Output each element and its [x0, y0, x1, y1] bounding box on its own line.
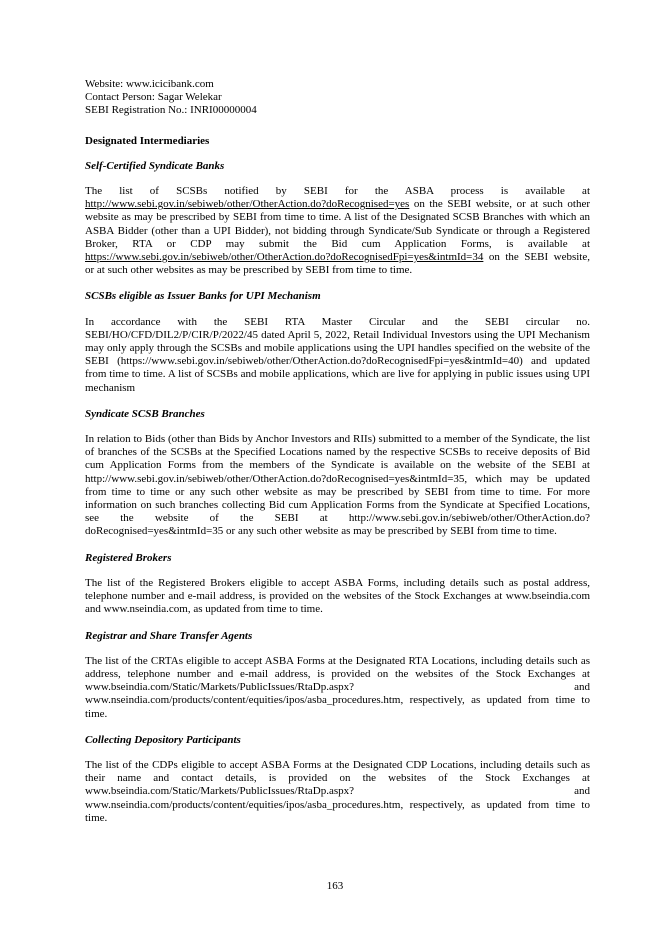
heading-collecting-depository-participants: Collecting Depository Participants: [85, 733, 241, 746]
page-content: [85, 78, 590, 838]
heading-syndicate-scsb-branches: Syndicate SCSB Branches: [85, 407, 205, 420]
paragraph-syndicate: [85, 433, 590, 539]
contact-details-block: [85, 78, 590, 118]
heading-scsbs-upi-mechanism: SCSBs eligible as Issuer Banks for UPI Mechanism: [85, 290, 321, 303]
text-run: The list of the CDPs eligible to accept ASBA Forms at the Designated CDP Locations, including details such as their name and contact details, is provided on the websites of the Stock Exchanges at www.bseindia.com/Static/Markets/PublicIssues/RtaDp.aspx? and www.nseindia.com/products/content/equities/ipos/asba_procedures.htm, respectively, as updated from time to time.: [85, 758, 590, 824]
text-run: The list of the CRTAs eligible to accept ASBA Forms at the Designated RTA Locations, including details such as address, telephone number and e-mail address, is provided on the websites of the Stock Exchanges at www.bseindia.com/Static/Markets/PublicIssues/RtaDp.aspx? and www.nseindia.com/products/content/equities/ipos/asba_procedures.htm, respectively, as updated from time to time.: [85, 654, 590, 720]
page-number: 163: [326, 880, 344, 892]
hyperlink[interactable]: https://www.sebi.gov.in/sebiweb/other/OtherAction.do?doRecognisedFpi=yes&intmId=34: [85, 251, 484, 264]
text-run: on the SEBI website, or at such other websites as may be prescribed by SEBI from time to time.: [85, 251, 590, 277]
heading-registrar-share-transfer-agents: Registrar and Share Transfer Agents: [85, 629, 253, 642]
text-run: on the SEBI website, or at such other website as may be prescribed by SEBI from time to time. A list of the Designated SCSB Branches with which an ASBA Bidder (other than a UPI Bidder), not bidding through Syndicate/Sub Syndicate or through a Registered Broker, RTA or CDP may submit the Bid cum Application Forms, is available at: [85, 198, 590, 250]
text-run: The list of the Registered Brokers eligible to accept ASBA Forms, including details such as postal address, telephone number and e-mail address, is provided on the websites of the Stock Exchanges at www.bseindia.com and www.nseindia.com, as updated from time to time.: [85, 576, 590, 616]
paragraph-scsb: [85, 185, 590, 277]
paragraph-rta: [85, 655, 590, 721]
heading-self-certified-syndicate-banks: Self-Certified Syndicate Banks: [85, 159, 225, 172]
paragraph-cdp: [85, 759, 590, 825]
contact-person-line: Contact Person: Sagar Welekar: [85, 91, 222, 104]
heading-designated-intermediaries: Designated Intermediaries: [85, 134, 210, 147]
paragraph-brokers: [85, 577, 590, 617]
website-line: Website: www.icicibank.com: [85, 78, 214, 90]
sebi-registration-line: SEBI Registration No.: INRI00000004: [85, 104, 257, 117]
hyperlink[interactable]: http://www.sebi.gov.in/sebiweb/other/OtherAction.do?doRecognised=yes: [85, 198, 410, 211]
text-run: In accordance with the SEBI RTA Master Circular and the SEBI circular no. SEBI/HO/CFD/DIL2/P/CIR/P/2022/45 dated April 5, 2022, Retail Individual Investors using the UPI Mechanism may only apply through the SCSBs and mobile applications using the UPI handles specified on the website of the SEBI (https://www.sebi.gov.in/sebiweb/other/OtherAction.do?doRecognisedFpi=yes&intmId=40) and updated from time to time. A list of SCSBs and mobile applications, which are live for applying in public issues using UPI mechanism: [85, 315, 590, 394]
paragraph-upi: [85, 316, 590, 395]
text-run: In relation to Bids (other than Bids by Anchor Investors and RIIs) submitted to a member of the Syndicate, the list of branches of the SCSBs at the Specified Locations named by the respective SCSBs to receive deposits of Bid cum Application Forms from the members of the Syndicate is available on the website of the SEBI at http://www.sebi.gov.in/sebiweb/other/OtherAction.do?doRecognised=yes&intmId=35, which may be updated from time to time or any such other website as may be prescribed by SEBI from time to time. For more information on such branches collecting Bid cum Application Forms from the Syndicate at Specified Locations, see the website of the SEBI at http://www.sebi.gov.in/sebiweb/other/OtherAction.do?doRecognised=yes&intmId=35 or any such other website as may be prescribed by SEBI from time to time.: [85, 433, 590, 538]
text-run: The list of SCSBs notified by SEBI for the ASBA process is available at: [85, 185, 590, 198]
heading-registered-brokers: Registered Brokers: [85, 551, 172, 564]
